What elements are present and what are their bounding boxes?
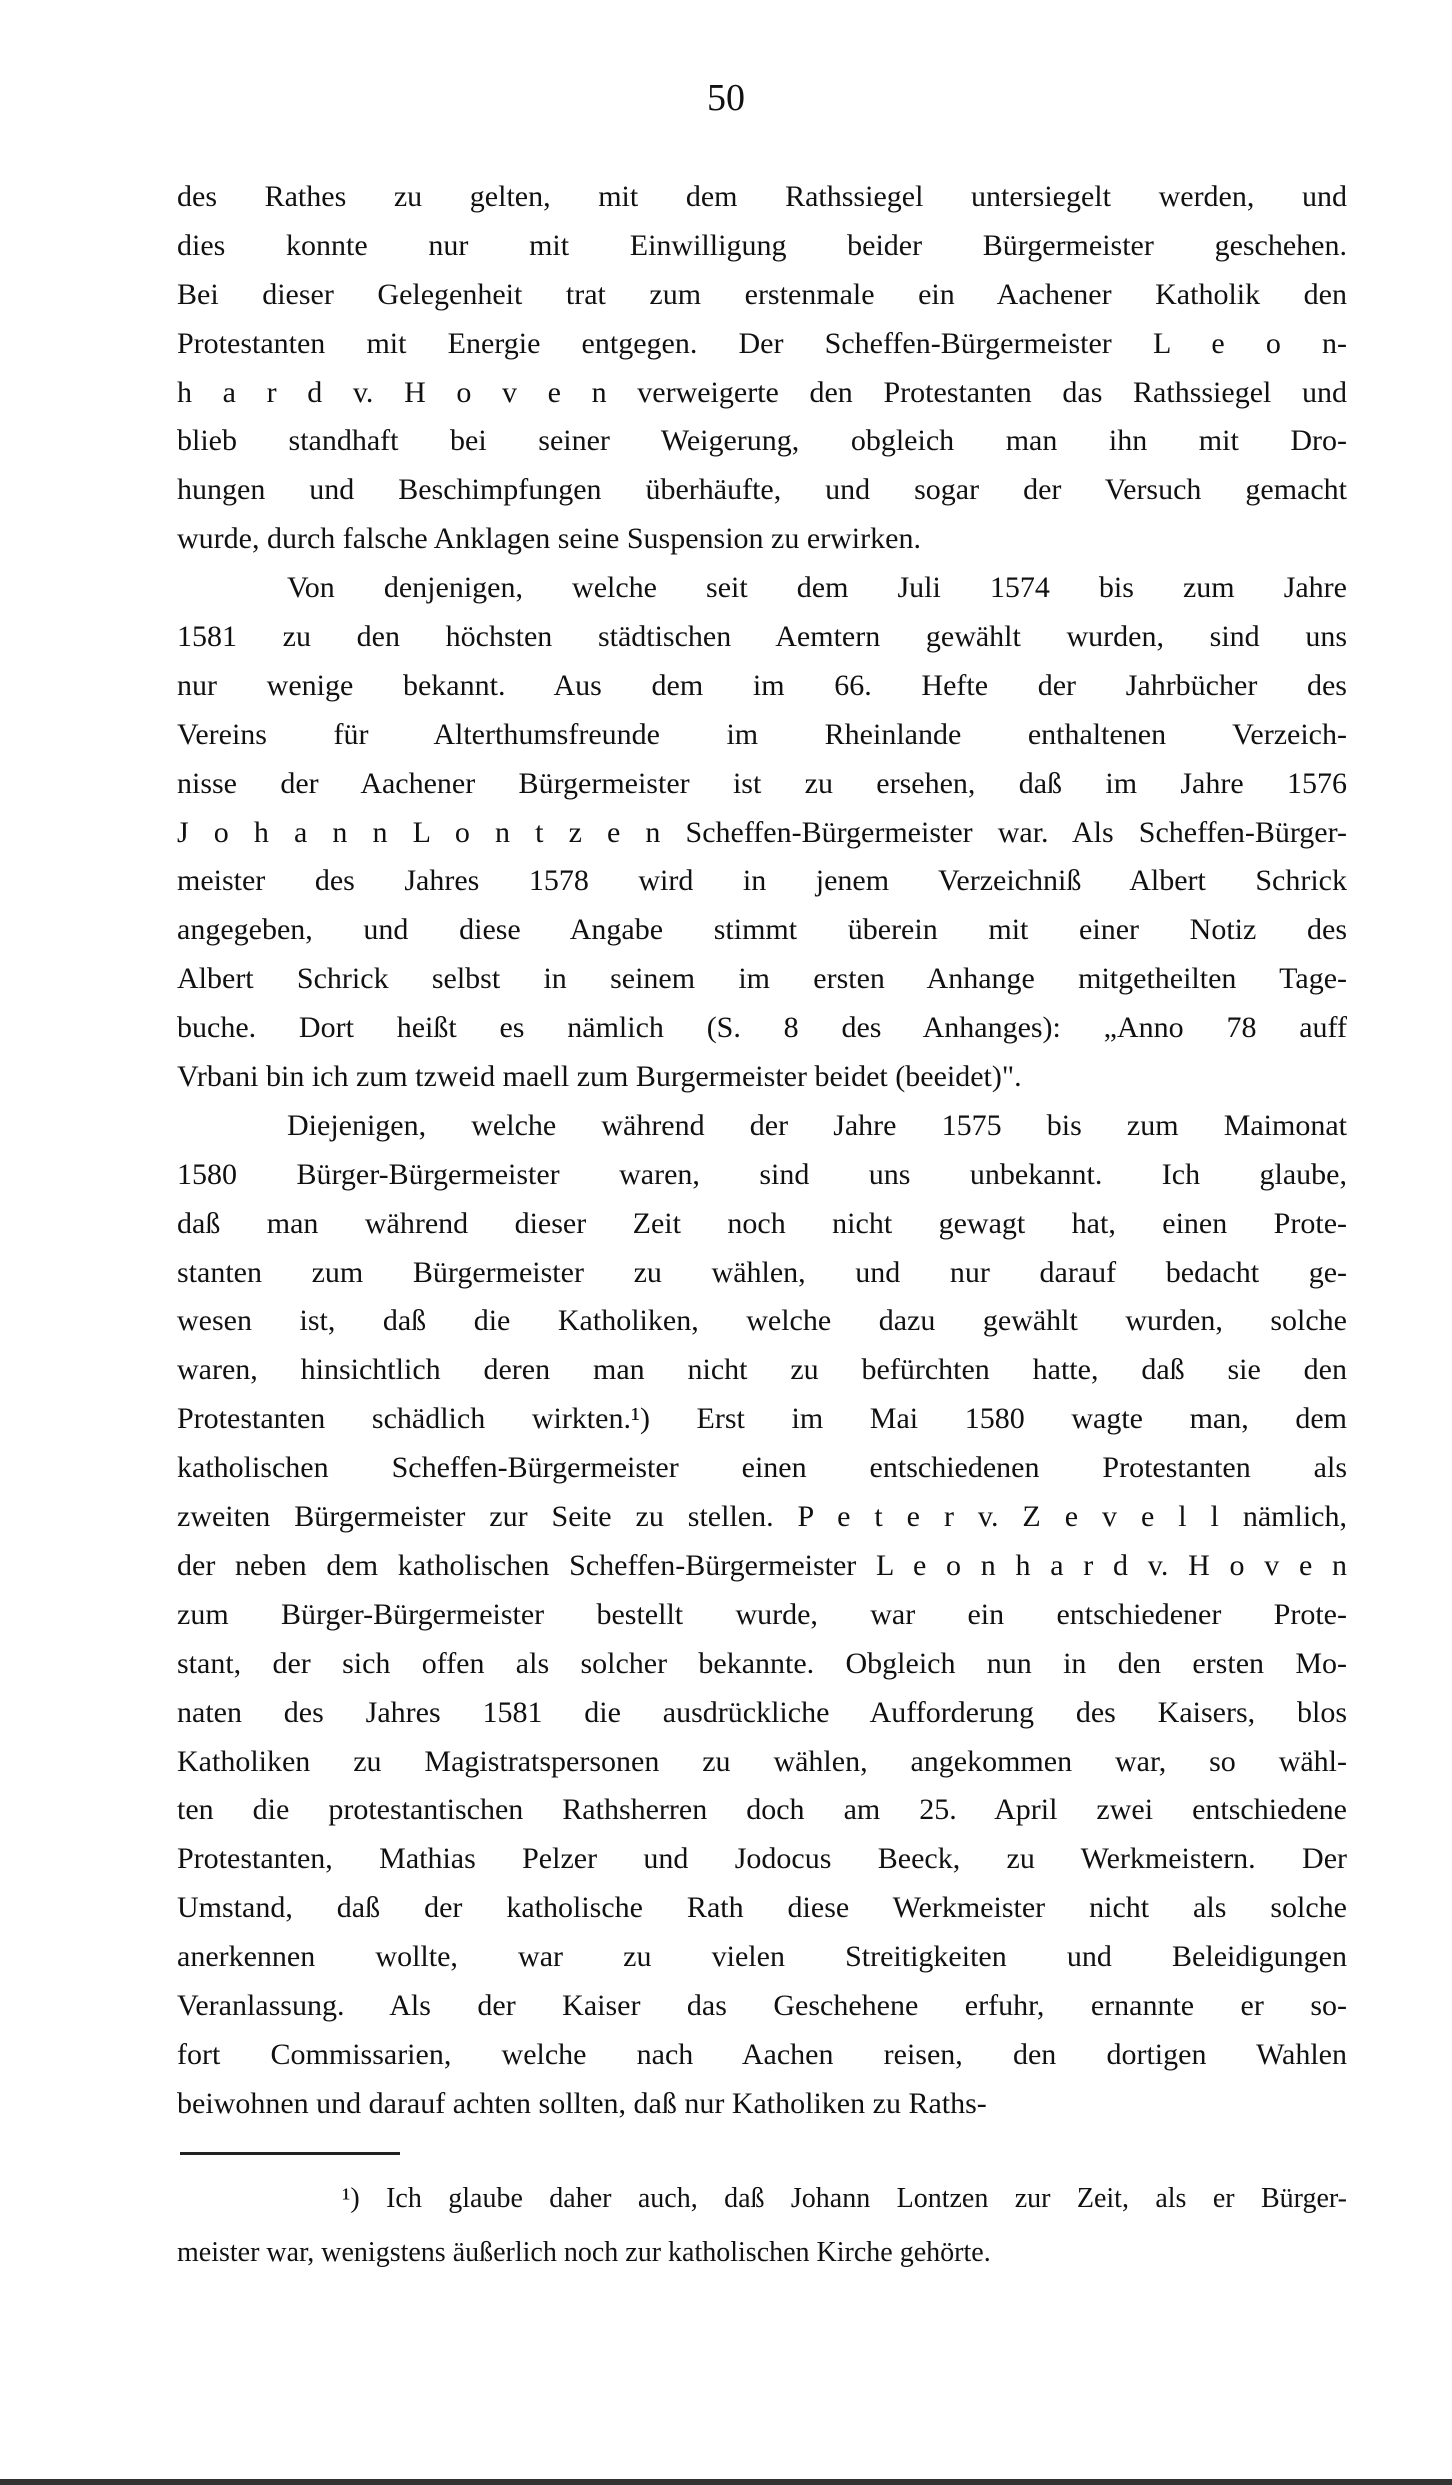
footnote-line: ¹) Ich glaube daher auch, daß Johann Lontzen zur Zeit, als er Bürger- (342, 2183, 1347, 2214)
text-line: hungen und Beschimpfungen überhäufte, und sogar der Versuch gemacht (177, 473, 1347, 507)
text-line: wurde, durch falsche Anklagen seine Suspension zu erwirken. (177, 522, 921, 556)
text-line: ten die protestantischen Rathsherren doch am 25. April zwei entschiedene (177, 1793, 1347, 1827)
text-line: 1580 Bürger-Bürgermeister waren, sind uns unbekannt. Ich glaube, (177, 1157, 1347, 1191)
text-line: nisse der Aachener Bürgermeister ist zu ersehen, daß im Jahre 1576 (177, 766, 1347, 800)
footnotes (177, 2172, 1347, 2280)
text-line: zweiten Bürgermeister zur Seite zu stellen. P e t e r v. Z e v e l l nämlich, (177, 1500, 1347, 1534)
text-line: wesen ist, daß die Katholiken, welche dazu gewählt wurden, solche (177, 1304, 1347, 1338)
text-line: nur wenige bekannt. Aus dem im 66. Hefte der Jahrbücher des (177, 668, 1347, 702)
text-line: meister des Jahres 1578 wird in jenem Verzeichniß Albert Schrick (177, 864, 1347, 898)
text-line: Diejenigen, welche während der Jahre 1575 bis zum Maimonat (287, 1108, 1347, 1142)
text-line: Protestanten, Mathias Pelzer und Jodocus Beeck, zu Werkmeistern. Der (177, 1842, 1347, 1876)
text-line: zum Bürger-Bürgermeister bestellt wurde, war ein entschiedener Prote- (177, 1597, 1347, 1631)
text-line: Albert Schrick selbst in seinem im ersten Anhange mitgetheilten Tage- (177, 962, 1347, 996)
text-line: Protestanten schädlich wirkten.¹) Erst im Mai 1580 wagte man, dem (177, 1402, 1347, 1436)
scan-edge (0, 2479, 1452, 2485)
text-line: stant, der sich offen als solcher bekannte. Obgleich nun in den ersten Mo- (177, 1646, 1347, 1680)
text-line: blieb standhaft bei seiner Weigerung, obgleich man ihn mit Dro- (177, 424, 1347, 458)
text-line: Umstand, daß der katholische Rath diese Werkmeister nicht als solche (177, 1891, 1347, 1925)
text-line: daß man während dieser Zeit noch nicht gewagt hat, einen Prote- (177, 1206, 1347, 1240)
text-line: buche. Dort heißt es nämlich (S. 8 des Anhanges): „Anno 78 auff (177, 1011, 1347, 1045)
text-line: Vrbani bin ich zum tzweid maell zum Burgermeister beidet (beeidet)". (177, 1060, 1022, 1094)
text-line: der neben dem katholischen Scheffen-Bürgermeister L e o n h a r d v. H o v e n (177, 1548, 1347, 1582)
text-line: J o h a n n L o n t z e n Scheffen-Bürgermeister war. Als Scheffen-Bürger- (177, 815, 1347, 849)
footnote-separator (180, 2152, 400, 2155)
text-line: Katholiken zu Magistratspersonen zu wählen, angekommen war, so wähl- (177, 1744, 1347, 1778)
text-line: dies konnte nur mit Einwilligung beider Bürgermeister geschehen. (177, 228, 1347, 262)
text-line: Von denjenigen, welche seit dem Juli 1574 bis zum Jahre (287, 571, 1347, 605)
body-text (177, 173, 1347, 2129)
text-line: beiwohnen und darauf achten sollten, daß nur Katholiken zu Raths- (177, 2086, 987, 2120)
page-number: 50 (707, 77, 745, 119)
text-line: des Rathes zu gelten, mit dem Rathssiegel untersiegelt werden, und (177, 180, 1347, 213)
text-line: h a r d v. H o v e n verweigerte den Protestanten das Rathssiegel und (177, 375, 1347, 409)
text-line: Protestanten mit Energie entgegen. Der Scheffen-Bürgermeister L e o n- (177, 326, 1347, 360)
text-line: anerkennen wollte, war zu vielen Streitigkeiten und Beleidigungen (177, 1940, 1347, 1974)
text-line: Bei dieser Gelegenheit trat zum erstenmale ein Aachener Katholik den (177, 277, 1347, 311)
text-line: Veranlassung. Als der Kaiser das Geschehene erfuhr, ernannte er so- (177, 1988, 1347, 2022)
footnote-line: meister war, wenigstens äußerlich noch zur katholischen Kirche gehörte. (177, 2237, 991, 2268)
text-line: fort Commissarien, welche nach Aachen reisen, den dortigen Wahlen (177, 2037, 1347, 2071)
text-line: 1581 zu den höchsten städtischen Aemtern gewählt wurden, sind uns (177, 620, 1347, 654)
text-line: naten des Jahres 1581 die ausdrückliche Aufforderung des Kaisers, blos (177, 1695, 1347, 1729)
text-line: angegeben, und diese Angabe stimmt überein mit einer Notiz des (177, 913, 1347, 947)
text-line: Vereins für Alterthumsfreunde im Rheinlande enthaltenen Verzeich- (177, 717, 1347, 751)
text-line: waren, hinsichtlich deren man nicht zu befürchten hatte, daß sie den (177, 1353, 1347, 1387)
text-line: katholischen Scheffen-Bürgermeister einen entschiedenen Protestanten als (177, 1451, 1347, 1485)
text-line: stanten zum Bürgermeister zu wählen, und nur darauf bedacht ge- (177, 1255, 1347, 1289)
